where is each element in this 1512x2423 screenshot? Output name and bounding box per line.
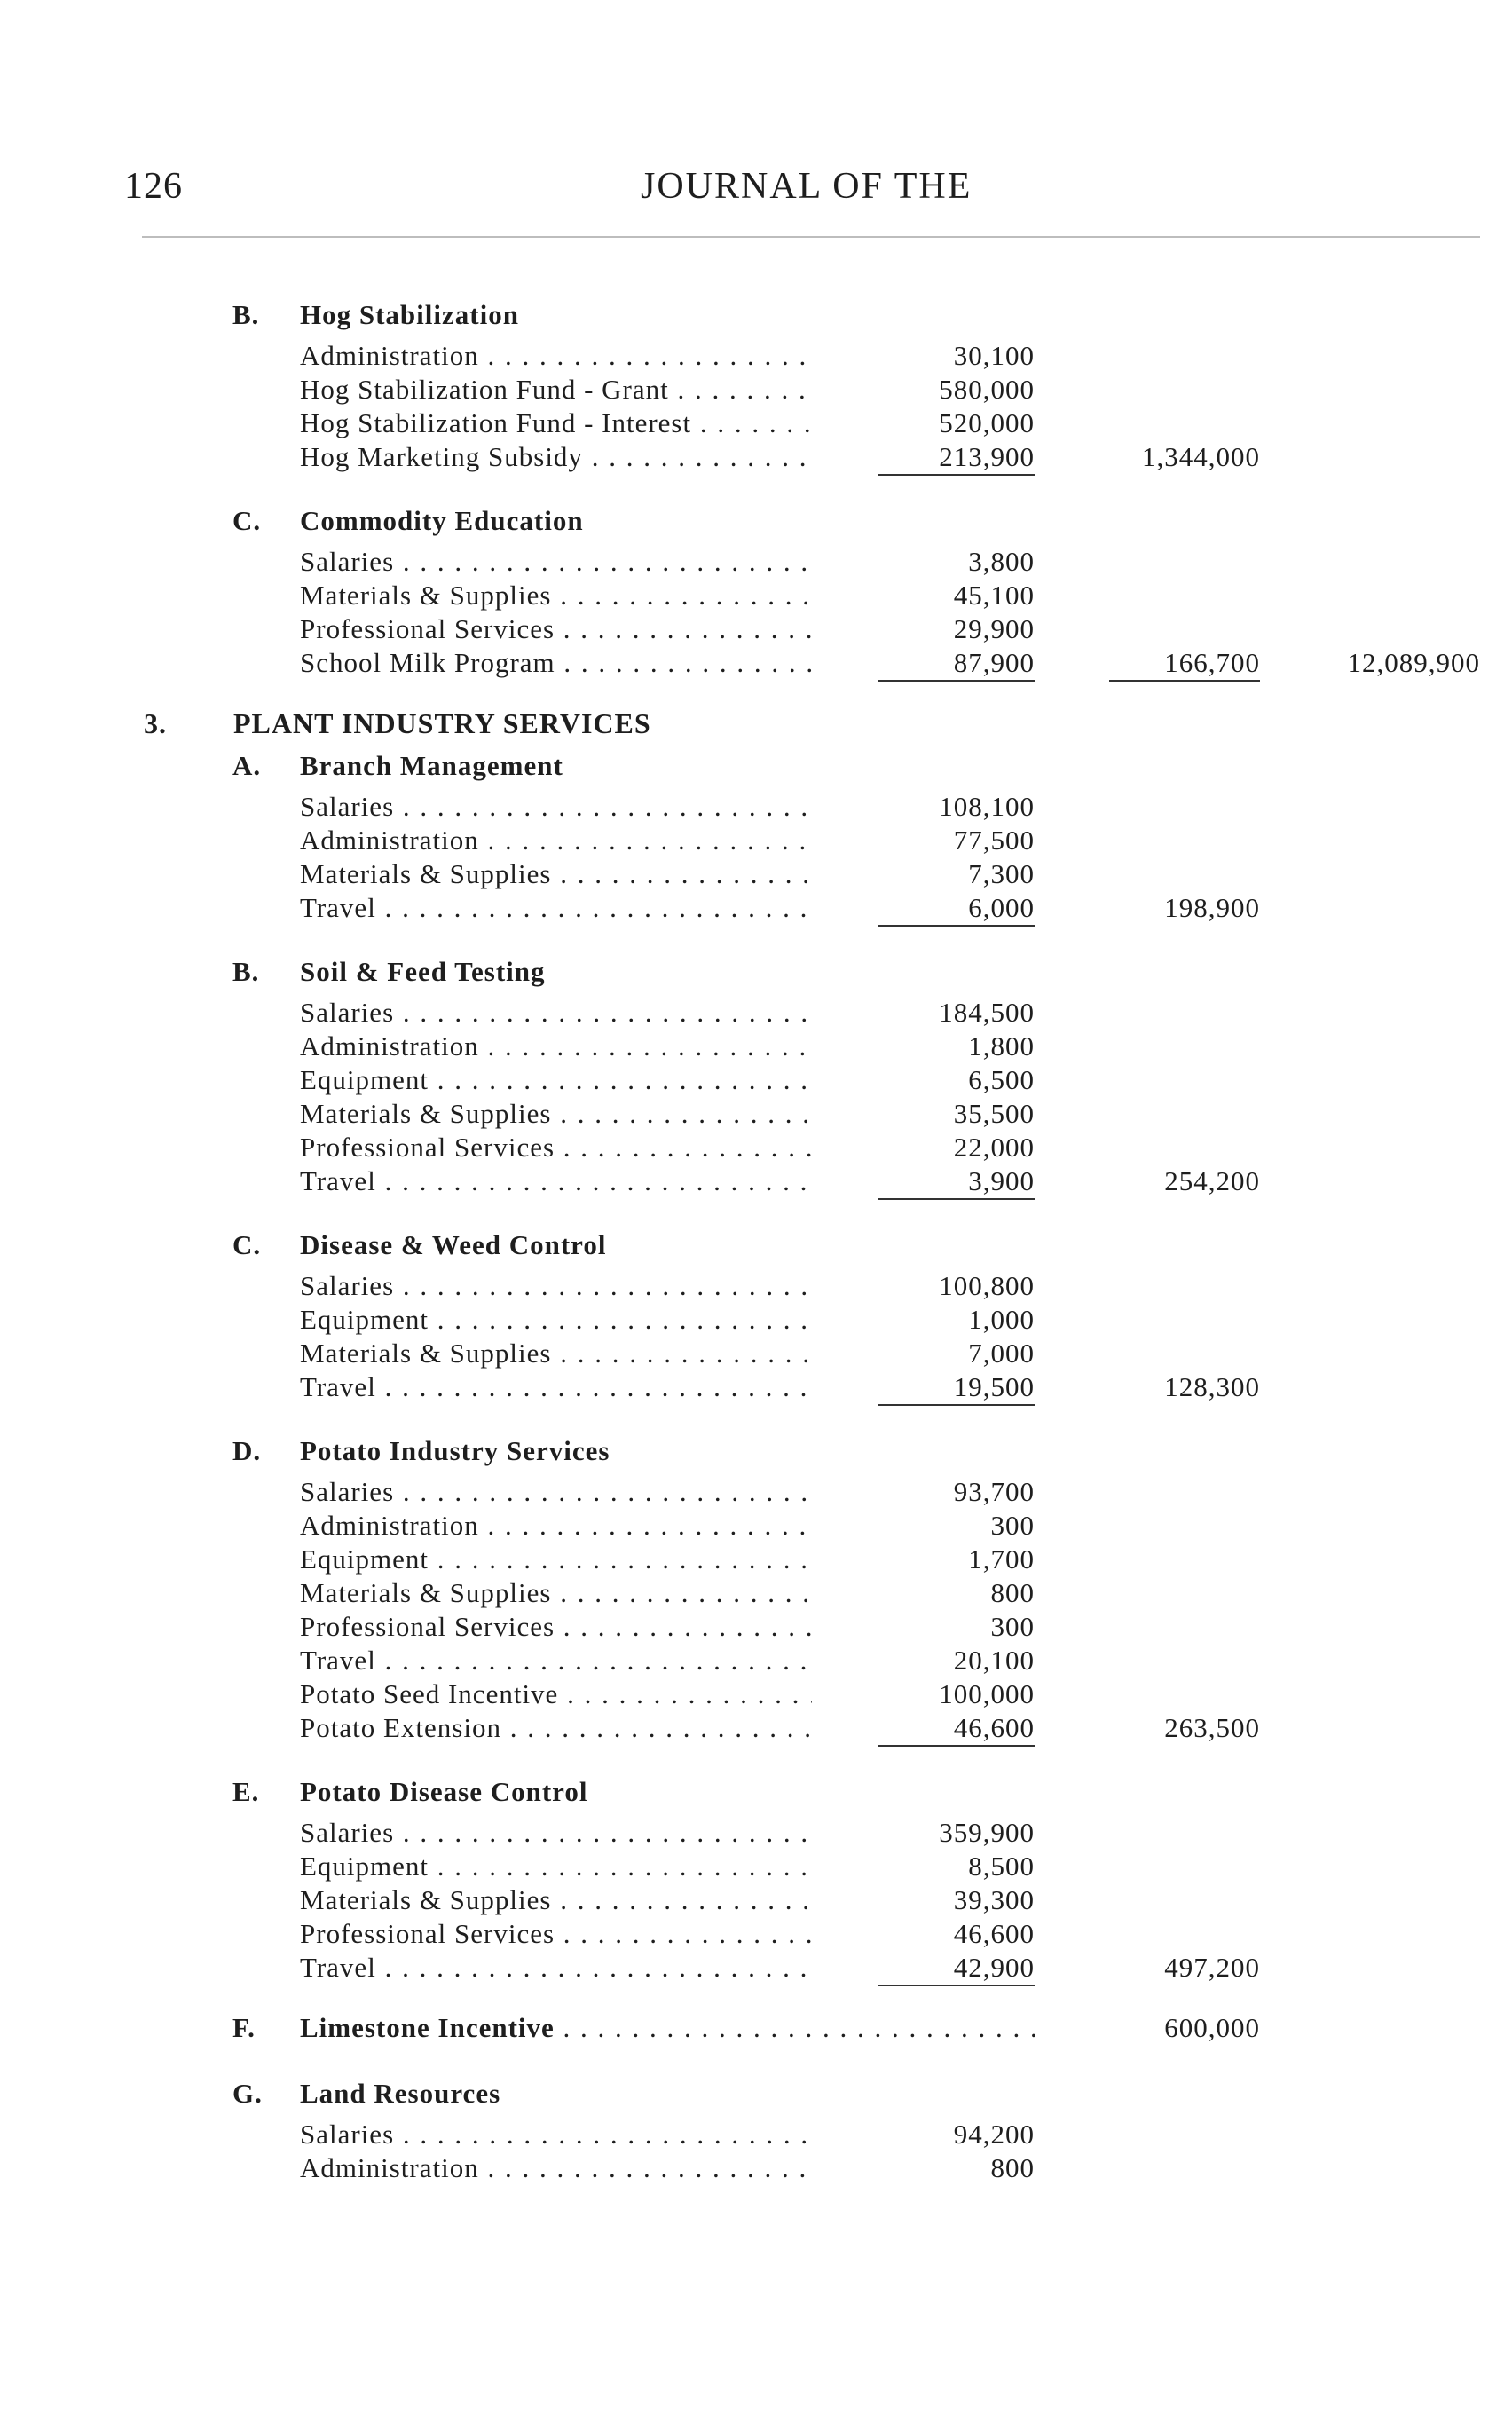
- line-item-amount: 100,000: [939, 1678, 1035, 1709]
- line-item: [0, 1476, 1512, 1510]
- subsection-letter: C.: [232, 505, 262, 536]
- page-number: 126: [124, 166, 183, 207]
- line-item: [0, 546, 1512, 580]
- line-item-label: Materials & Supplies . . .: [300, 1884, 812, 1916]
- line-item-label: School Milk Program . . .: [300, 647, 812, 679]
- line-item-label: Salaries . . .: [300, 791, 812, 823]
- line-item: [0, 825, 1512, 858]
- subsection-total: 198,900: [1164, 892, 1260, 923]
- line-item-label: Salaries . . .: [300, 1270, 812, 1302]
- subsection-heading: [0, 2078, 1512, 2110]
- subsection-title: Potato Industry Services: [300, 1435, 610, 1466]
- line-item-amount: 8,500: [968, 1851, 1035, 1882]
- line-item: [0, 1165, 1512, 1199]
- line-item-amount: 580,000: [939, 374, 1035, 405]
- line-item-amount: 42,900: [878, 1952, 1035, 1986]
- subsection-total: 263,500: [1164, 1712, 1260, 1743]
- line-item: [0, 997, 1512, 1030]
- line-item: [0, 1304, 1512, 1338]
- line-item: [0, 1817, 1512, 1851]
- line-item-amount: 39,300: [953, 1884, 1035, 1915]
- line-item-label: Equipment . . .: [300, 1851, 812, 1882]
- line-item-label: Hog Marketing Subsidy . . .: [300, 441, 812, 473]
- subsection-heading: [0, 1435, 1512, 1467]
- line-item-amount: 7,000: [968, 1338, 1035, 1369]
- line-item-amount: 800: [990, 1577, 1035, 1608]
- subsection-title: Potato Disease Control: [300, 1776, 588, 1807]
- line-item-label: Materials & Supplies . . .: [300, 1577, 812, 1609]
- line-item: [0, 580, 1512, 613]
- appropriation-listing: [0, 299, 1512, 2186]
- line-item-label: Professional Services . . .: [300, 613, 812, 645]
- line-item-amount: 100,800: [939, 1270, 1035, 1301]
- line-item-amount: 3,900: [878, 1165, 1035, 1200]
- subsection-title: Limestone Incentive . . .: [300, 2012, 1035, 2044]
- line-item-amount: 6,000: [878, 892, 1035, 927]
- line-item-label: Administration . . .: [300, 1510, 812, 1542]
- line-item-amount: 213,900: [878, 441, 1035, 476]
- line-item: [0, 1884, 1512, 1918]
- header-rule: [142, 236, 1480, 238]
- line-item-amount: 45,100: [953, 580, 1035, 611]
- line-item: [0, 613, 1512, 647]
- subsection-total: 166,700: [1109, 647, 1260, 682]
- line-item-label: Potato Extension . . .: [300, 1712, 812, 1744]
- subsection-title: Hog Stabilization: [300, 299, 519, 330]
- line-item-amount: 300: [990, 1510, 1035, 1541]
- subsection-total: 1,344,000: [1142, 441, 1260, 472]
- section-number: 3.: [144, 707, 167, 739]
- line-item: [0, 441, 1512, 475]
- subsection-letter: G.: [232, 2078, 263, 2109]
- line-item-amount: 1,000: [968, 1304, 1035, 1335]
- line-item: [0, 407, 1512, 441]
- subsection-heading: [0, 299, 1512, 331]
- line-item: [0, 1918, 1512, 1952]
- line-item-label: Administration . . .: [300, 825, 812, 856]
- subsection-letter: D.: [232, 1435, 262, 1466]
- line-item-label: Salaries . . .: [300, 1476, 812, 1508]
- running-head: JOURNAL OF THE: [641, 166, 973, 207]
- subsection-total: 128,300: [1164, 1371, 1260, 1402]
- line-item-amount: 800: [990, 2152, 1035, 2183]
- line-item: [0, 1064, 1512, 1098]
- line-item-label: Administration . . .: [300, 1030, 812, 1062]
- line-item-amount: 3,800: [968, 546, 1035, 577]
- line-item-label: Travel . . .: [300, 1371, 812, 1403]
- line-item: [0, 2152, 1512, 2186]
- line-item-amount: 46,600: [953, 1918, 1035, 1949]
- subsection-total: 497,200: [1164, 1952, 1260, 1983]
- line-item: [0, 892, 1512, 926]
- line-item-amount: 300: [990, 1611, 1035, 1642]
- line-item: [0, 1645, 1512, 1678]
- section-grand-total: 12,089,900: [1347, 647, 1480, 678]
- line-item-amount: 22,000: [953, 1132, 1035, 1163]
- line-item: [0, 374, 1512, 407]
- line-item-amount: 20,100: [953, 1645, 1035, 1676]
- subsection-heading: [0, 505, 1512, 537]
- line-item: [0, 1678, 1512, 1712]
- line-item-amount: 30,100: [953, 340, 1035, 371]
- line-item: [0, 1851, 1512, 1884]
- line-item-label: Salaries . . .: [300, 2119, 812, 2151]
- line-item-label: Materials & Supplies . . .: [300, 1098, 812, 1130]
- line-item: [0, 1611, 1512, 1645]
- subsection-letter: A.: [232, 750, 262, 781]
- line-item-label: Equipment . . .: [300, 1304, 812, 1336]
- line-item-amount: 520,000: [939, 407, 1035, 438]
- line-item: [0, 340, 1512, 374]
- subsection-letter: F.: [232, 2012, 256, 2043]
- line-item: [0, 1510, 1512, 1543]
- subsection-letter: C.: [232, 1229, 262, 1260]
- subsection-letter: B.: [232, 956, 260, 987]
- line-item-amount: 46,600: [878, 1712, 1035, 1747]
- line-item-label: Materials & Supplies . . .: [300, 1338, 812, 1369]
- subsection-heading: [0, 956, 1512, 988]
- line-item-label: Travel . . .: [300, 892, 812, 924]
- line-item: [0, 1270, 1512, 1304]
- subsection-heading: [0, 1776, 1512, 1808]
- line-item-total: [0, 2012, 1512, 2048]
- line-item-label: Salaries . . .: [300, 997, 812, 1029]
- line-item-label: Equipment . . .: [300, 1064, 812, 1096]
- line-item: [0, 2119, 1512, 2152]
- line-item: [0, 647, 1512, 681]
- section-heading: [0, 707, 1512, 741]
- page-header: [0, 165, 1512, 211]
- line-item: [0, 1577, 1512, 1611]
- line-item-amount: 94,200: [953, 2119, 1035, 2150]
- line-item-label: Materials & Supplies . . .: [300, 858, 812, 890]
- line-item-label: Professional Services . . .: [300, 1611, 812, 1643]
- line-item-amount: 35,500: [953, 1098, 1035, 1129]
- line-item-label: Administration . . .: [300, 2152, 812, 2184]
- line-item-amount: 1,700: [968, 1543, 1035, 1575]
- line-item: [0, 1098, 1512, 1132]
- subsection-title: Soil & Feed Testing: [300, 956, 546, 987]
- line-item-amount: 108,100: [939, 791, 1035, 822]
- line-item-label: Professional Services . . .: [300, 1132, 812, 1164]
- subsection-title: Disease & Weed Control: [300, 1229, 607, 1260]
- line-item-amount: 6,500: [968, 1064, 1035, 1095]
- line-item: [0, 1132, 1512, 1165]
- line-item: [0, 1030, 1512, 1064]
- line-item-amount: 87,900: [878, 647, 1035, 682]
- subsection-total: 254,200: [1164, 1165, 1260, 1196]
- line-item-amount: 93,700: [953, 1476, 1035, 1507]
- subsection-letter: E.: [232, 1776, 260, 1807]
- subsection-heading: [0, 1229, 1512, 1261]
- line-item: [0, 1371, 1512, 1405]
- subsection-total: 600,000: [1164, 2012, 1260, 2043]
- line-item-label: Travel . . .: [300, 1165, 812, 1197]
- line-item-amount: 7,300: [968, 858, 1035, 889]
- line-item-amount: 359,900: [939, 1817, 1035, 1848]
- line-item-label: Salaries . . .: [300, 1817, 812, 1849]
- line-item-label: Travel . . .: [300, 1952, 812, 1984]
- line-item-label: Salaries . . .: [300, 546, 812, 578]
- line-item-amount: 19,500: [878, 1371, 1035, 1406]
- line-item: [0, 1952, 1512, 1985]
- subsection-title: Branch Management: [300, 750, 563, 781]
- line-item-label: Hog Stabilization Fund - Grant . . .: [300, 374, 812, 406]
- line-item-amount: 77,500: [953, 825, 1035, 856]
- line-item-amount: 184,500: [939, 997, 1035, 1028]
- subsection-title: Land Resources: [300, 2078, 501, 2109]
- line-item: [0, 1543, 1512, 1577]
- line-item-amount: 29,900: [953, 613, 1035, 644]
- line-item: [0, 1338, 1512, 1371]
- line-item-label: Hog Stabilization Fund - Interest . . .: [300, 407, 812, 439]
- line-item-amount: 1,800: [968, 1030, 1035, 1062]
- subsection-heading: [0, 750, 1512, 782]
- line-item-label: Potato Seed Incentive . . .: [300, 1678, 812, 1710]
- line-item-label: Equipment . . .: [300, 1543, 812, 1575]
- line-item-label: Materials & Supplies . . .: [300, 580, 812, 612]
- line-item-label: Travel . . .: [300, 1645, 812, 1677]
- line-item: [0, 1712, 1512, 1746]
- subsection-title: Commodity Education: [300, 505, 584, 536]
- subsection-letter: B.: [232, 299, 260, 330]
- line-item: [0, 858, 1512, 892]
- section-title: PLANT INDUSTRY SERVICES: [233, 707, 651, 739]
- line-item-label: Administration . . .: [300, 340, 812, 372]
- line-item: [0, 791, 1512, 825]
- line-item-label: Professional Services . . .: [300, 1918, 812, 1950]
